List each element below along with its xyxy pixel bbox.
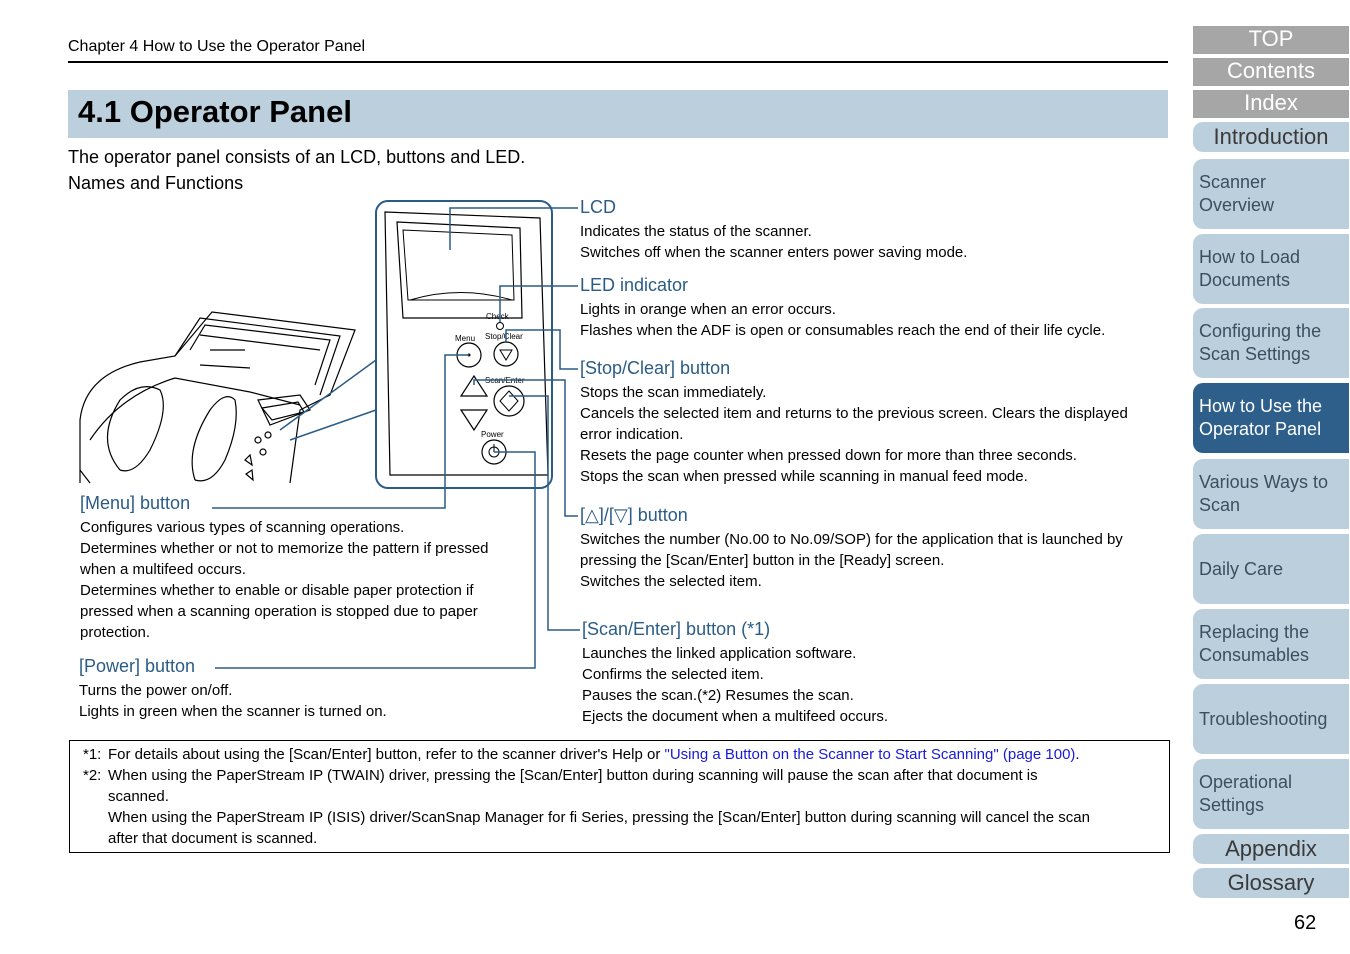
up-button-drawing <box>461 376 487 396</box>
footnote-1-mark: *1: <box>83 746 102 763</box>
scan-enter-heading: [Scan/Enter] button (*1) <box>582 619 771 639</box>
stop-desc-line: error indication. <box>580 426 684 443</box>
menu-desc-line: Determines whether or not to memorize the pattern if pressed <box>80 540 489 557</box>
section-scan-enter <box>582 619 888 727</box>
scanner-illustration <box>80 312 355 483</box>
section-lcd <box>580 197 967 263</box>
footnote-box <box>69 740 1170 853</box>
nav-contents[interactable]: Contents <box>1193 58 1349 86</box>
section-arrows <box>580 505 1123 592</box>
scan-desc-line: Ejects the document when a multifeed occurs. <box>582 708 888 725</box>
arrows-heading: [△]/[▽] button <box>580 505 688 525</box>
nav-scanner-overview[interactable] <box>1193 159 1349 229</box>
menu-desc-line: Configures various types of scanning operations. <box>80 519 405 536</box>
nav-appendix[interactable]: Appendix <box>1193 834 1349 864</box>
section-stop-clear <box>580 358 1128 487</box>
power-heading: [Power] button <box>79 656 196 676</box>
nav-index[interactable]: Index <box>1193 90 1349 118</box>
menu-panel-label: Menu <box>455 334 476 343</box>
nav-item-label: Troubleshooting <box>1199 708 1328 729</box>
nav-replacing-consumables[interactable] <box>1193 609 1349 679</box>
nav-troubleshooting[interactable] <box>1193 684 1349 754</box>
section-power <box>79 656 387 722</box>
stop-clear-panel-label: Stop/Clear <box>485 332 523 341</box>
section-led <box>580 275 1105 341</box>
power-desc-line: Turns the power on/off. <box>79 682 233 699</box>
led-indicator <box>497 323 504 330</box>
power-panel-label: Power <box>481 430 504 439</box>
nav-item-label: How to Use the Operator Panel <box>1199 396 1323 439</box>
page-number: 62 <box>1294 912 1317 934</box>
lcd-desc-line: Indicates the status of the scanner. <box>580 223 812 240</box>
power-desc-line: Lights in green when the scanner is turned on. <box>79 703 387 720</box>
page-title: 4.1 Operator Panel <box>78 94 352 129</box>
menu-desc-line: protection. <box>80 624 151 641</box>
stop-desc-line: Stops the scan immediately. <box>580 384 767 401</box>
footnote-2-line: When using the PaperStream IP (TWAIN) driver, pressing the [Scan/Enter] button during scanning will pause the scan after that document is <box>108 767 1038 784</box>
scan-desc-line: Confirms the selected item. <box>582 666 764 683</box>
lcd-bezel <box>397 222 522 318</box>
nav-introduction[interactable]: Introduction <box>1193 122 1349 152</box>
stop-clear-button-drawing <box>494 342 518 366</box>
led-desc-line: Lights in orange when an error occurs. <box>580 301 836 318</box>
scan-desc-line: Launches the linked application software. <box>582 645 857 662</box>
nav-item-label: Various Ways to Scan <box>1199 472 1329 515</box>
check-label: Check <box>486 312 509 321</box>
nav-item-label: Operational Settings <box>1199 772 1293 815</box>
nav-item-label: Replacing the Consumables <box>1199 622 1310 665</box>
intro-line: The operator panel consists of an LCD, buttons and LED. <box>68 147 526 167</box>
down-button-drawing <box>461 410 487 430</box>
intro-line: Names and Functions <box>68 173 244 193</box>
menu-desc-line: Determines whether to enable or disable paper protection if <box>80 582 474 599</box>
scan-enter-panel-label: Scan/Enter <box>485 376 525 385</box>
footnote-2-line: after that document is scanned. <box>108 830 318 847</box>
nav-operational-settings[interactable] <box>1193 759 1349 829</box>
nav-item-label: Configuring the Scan Settings <box>1199 321 1322 364</box>
footnote-2 <box>108 765 1090 849</box>
nav-how-to-load-documents[interactable] <box>1193 234 1349 304</box>
nav-item-label: Scanner Overview <box>1199 172 1275 215</box>
stop-desc-line: Stops the scan when pressed while scanning in manual feed mode. <box>580 468 1028 485</box>
footnote-1-end: . <box>1075 746 1080 763</box>
footnote-2-mark: *2: <box>83 767 102 784</box>
footnote-1 <box>108 744 1080 765</box>
nav-item-label: Daily Care <box>1199 558 1284 579</box>
nav-top[interactable]: TOP <box>1193 26 1349 54</box>
menu-heading: [Menu] button <box>80 493 191 513</box>
scan-desc-line: Pauses the scan.(*2) Resumes the scan. <box>582 687 854 704</box>
stop-clear-heading: [Stop/Clear] button <box>580 358 731 378</box>
stop-desc-line: Cancels the selected item and returns to the previous screen. Clears the displayed <box>580 405 1128 422</box>
chapter-header: Chapter 4 How to Use the Operator Panel <box>68 38 366 55</box>
menu-desc-line: pressed when a scanning operation is stopped due to paper <box>80 603 478 620</box>
nav-daily-care[interactable] <box>1193 534 1349 604</box>
footnote-link[interactable]: "Using a Button on the Scanner to Start Scanning" (page 100) <box>664 746 1076 763</box>
led-heading: LED indicator <box>580 275 689 295</box>
led-desc-line: Flashes when the ADF is open or consumables reach the end of their life cycle. <box>580 322 1106 339</box>
section-menu <box>80 493 489 643</box>
footnote-2-line: scanned. <box>108 788 169 805</box>
nav-glossary[interactable]: Glossary <box>1193 868 1349 898</box>
nav-various-ways-to-scan[interactable] <box>1193 459 1349 529</box>
lcd-screen <box>403 230 514 300</box>
menu-desc-line: when a multifeed occurs. <box>80 561 246 578</box>
lcd-heading: LCD <box>580 197 617 217</box>
nav-configuring-scan-settings[interactable] <box>1193 308 1349 378</box>
footnote-1-text: For details about using the [Scan/Enter] button, refer to the scanner driver's Help or <box>108 746 665 763</box>
nav-item-label: How to Load Documents <box>1199 247 1301 290</box>
arrows-desc-line: Switches the number (No.00 to No.09/SOP) for the application that is launched by <box>580 531 1123 548</box>
footnote-2-line: When using the PaperStream IP (ISIS) driver/ScanSnap Manager for fi Series, pressing the [Scan/Enter] button during scanning will cancel the scan <box>108 809 1090 826</box>
stop-desc-line: Resets the page counter when pressed down for more than three seconds. <box>580 447 1077 464</box>
nav-operator-panel[interactable] <box>1193 383 1349 453</box>
arrows-desc-line: Switches the selected item. <box>580 573 762 590</box>
lcd-desc-line: Switches off when the scanner enters power saving mode. <box>580 244 968 261</box>
arrows-desc-line: pressing the [Scan/Enter] button in the [Ready] screen. <box>580 552 945 569</box>
